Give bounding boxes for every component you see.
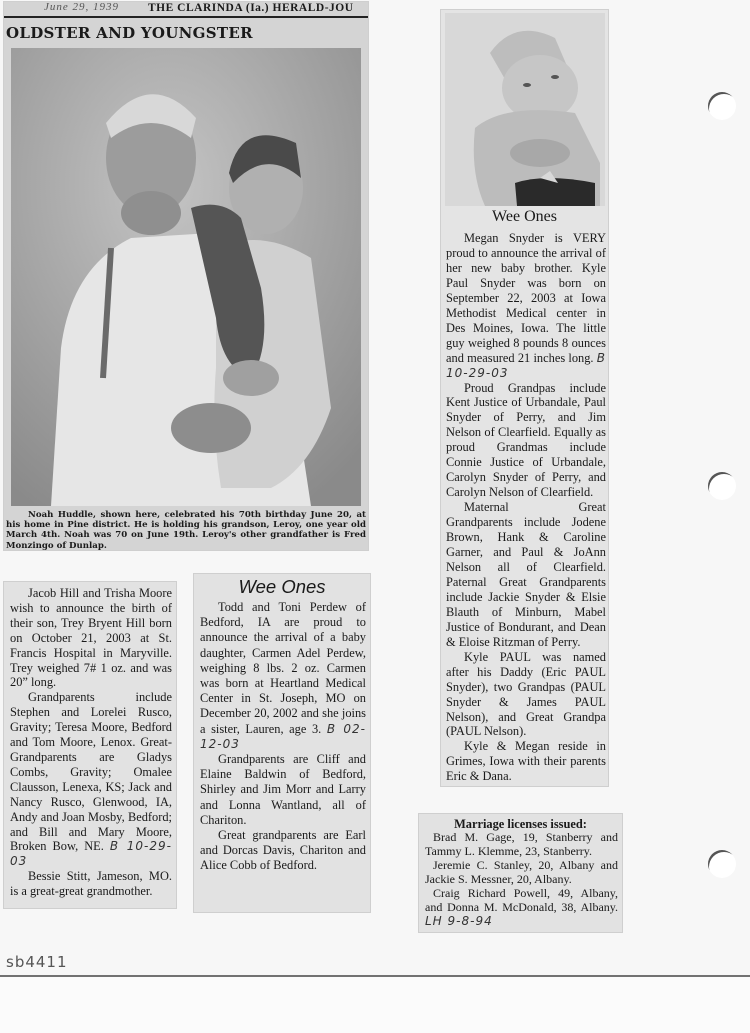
- handwritten-note: LH 9-8-94: [425, 914, 493, 928]
- binder-hole: [708, 472, 736, 500]
- page-label: sb4411: [6, 953, 68, 971]
- photo-old-man-and-grandson: [11, 48, 361, 506]
- paragraph: Grandparents are Cliff and Elaine Baldwin of Bedford, Shirley and Jim Morr and Larry and Lonna Wantland, all of Chariton.: [200, 752, 366, 827]
- photo-baby-kyle: [445, 13, 605, 206]
- paragraph: Todd and Toni Perdew of Bedford, IA are proud to announce the arrival of a baby daughter, Carmen Adel Perdew, weighing 8 lbs. 2 oz. Carmen was born at Heartland Medical Center in St. Joseph, MO on December 20, 2002 and she joins a sister, Lauren, age 3. B 02-12-03: [200, 600, 366, 751]
- handwritten-note: B 10-29-03: [10, 839, 172, 869]
- binder-hole: [708, 92, 736, 120]
- license-entry: Craig Richard Powell, 49, Albany, and Donna M. McDonald, 38, Albany. LH 9-8-94: [425, 886, 618, 928]
- license-list: [425, 830, 618, 928]
- binder-hole: [708, 850, 736, 878]
- headline: OLDSTER AND YOUNGSTER: [6, 24, 253, 42]
- page-edge: [0, 975, 750, 977]
- paragraph: Jacob Hill and Trisha Moore wish to announce the birth of their son, Trey Bryent Hill born on October 21, 2003 at St. Francis Hospital in Maryville. Trey weighed 7# 1 oz. and was 20” long.: [10, 586, 172, 690]
- paragraph: Kyle PAUL was named after his Daddy (Eric PAUL Snyder), two Grandpas (PAUL Snyder & James PAUL Nelson), and Great Grandpa (PAUL Nelson).: [446, 649, 606, 739]
- license-entry: Jeremie C. Stanley, 20, Albany and Jackie S. Messner, 20, Albany.: [425, 858, 618, 886]
- clipping-snyder-birth: [441, 10, 608, 786]
- clipping-marriage-licenses: [419, 814, 622, 932]
- clipping-oldster-youngster: [4, 2, 368, 550]
- article-body: [10, 586, 172, 899]
- license-entry: Brad M. Gage, 19, Stanberry and Tammy L. Klemme, 23, Stanberry.: [425, 830, 618, 858]
- article-body: [446, 231, 606, 784]
- newspaper-name: THE CLARINDA (Ia.) HERALD-JOU: [148, 2, 354, 14]
- clipping-hill-birth: [4, 582, 176, 908]
- newspaper-masthead: [4, 2, 368, 18]
- paragraph: Proud Grandpas include Kent Justice of Urbandale, Paul Snyder of Perry, and Jim Nelson of Clearfield. Equally as proud Grandmas include Connie Justice of Urbandale, Carolyn Snyder of Perry, and Carolyn Nelson of Clearfield.: [446, 380, 606, 500]
- paragraph: Megan Snyder is VERY proud to announce the arrival of her new baby brother. Kyle Paul Snyder was born on September 22, 2003 at Iowa Methodist Medical center in Des Moines, Iowa. The little guy weighed 8 pounds 8 ounces and measured 21 inches long. B 10-29-03: [446, 231, 606, 380]
- section-heading: Marriage licenses issued:: [454, 817, 587, 831]
- paragraph: Grandparents include Stephen and Lorelei Rusco, Gravity; Teresa Moore, Bedford and Tom Moore, Lenox. Great-Grandparents are Gladys Combs, Gravity; Omalee Clausson, Lenexa, KS; Jack and Nancy Rusco, Glenwood, IA, Andy and Joan Mosby, Bedford; and Bill and Mary Moore, Broken Bow, NE. B 10-29-03: [10, 690, 172, 869]
- paragraph: Maternal Great Grandparents include Jodene Brown, Hank & Caroline Garner, and Paul & JoAnn Nelson all of Clearfield. Paternal Great Grandparents include Jackie Snyder & Elsie Blauth of Minburn, Mabel Justice of Bondurant, and Dean & Eloise Ritzman of Perry.: [446, 500, 606, 649]
- photo-illustration: [11, 48, 361, 506]
- handwritten-note: B 10-29-03: [446, 350, 606, 380]
- paragraph: Kyle & Megan reside in Grimes, Iowa with their parents Eric & Dana.: [446, 739, 606, 784]
- article-body: [200, 600, 366, 874]
- handwritten-date: June 29, 1939: [44, 1, 120, 13]
- paragraph: Bessie Stitt, Jameson, MO. is a great-great grandmother.: [10, 869, 172, 899]
- article-title: Wee Ones: [492, 208, 557, 225]
- handwritten-note: B 02-12-03: [200, 721, 366, 751]
- article-title: Wee Ones: [238, 576, 326, 597]
- photo-illustration: [445, 13, 605, 206]
- clipping-perdew-birth: [194, 574, 370, 912]
- photo-caption: Noah Huddle, shown here, celebrated his 70th birthday June 20, at his home in Pine district. He is holding his grandson, Leroy, one year old March 4th. Noah was 70 on June 19th. Leroy's other grandfather is Fred Monzingo of Dunlap.: [6, 510, 366, 551]
- paragraph: Great grandparents are Earl and Dorcas Davis, Chariton and Alice Cobb of Bedford.: [200, 828, 366, 873]
